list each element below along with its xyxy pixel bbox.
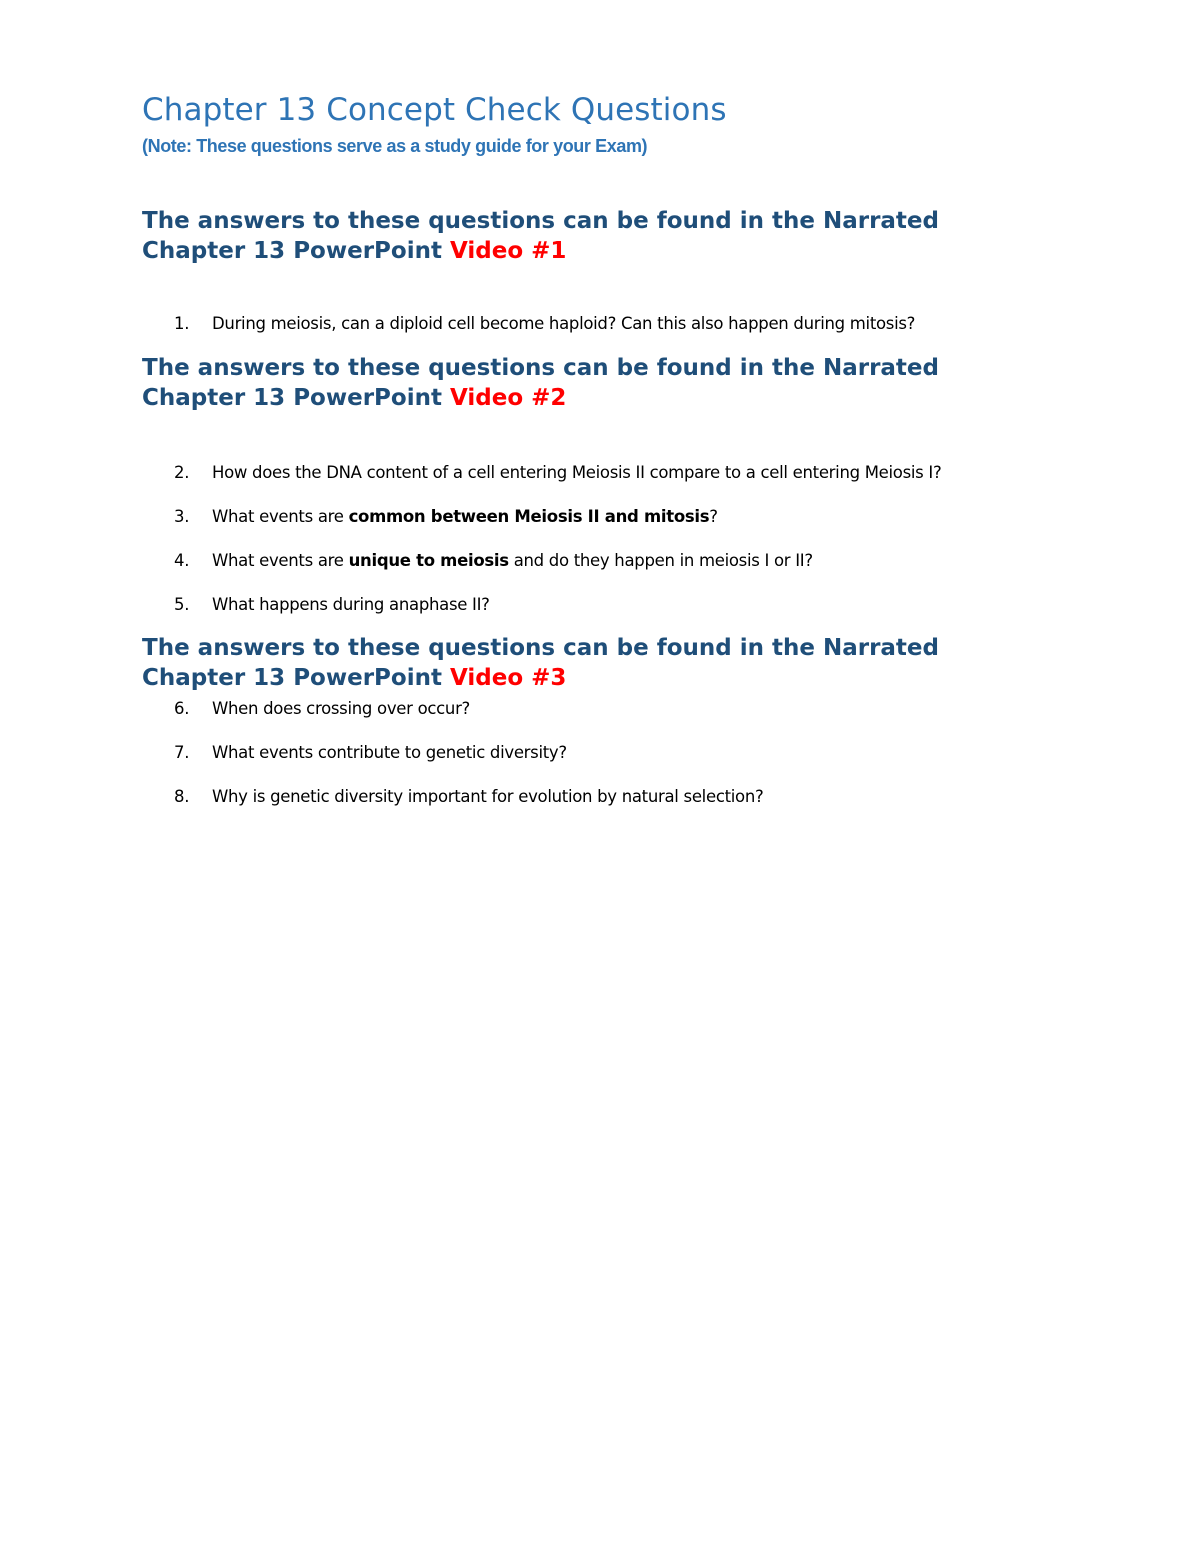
- question-text: How does the DNA content of a cell entering Meiosis II compare to a cell entering Meiosis I?: [212, 463, 942, 482]
- question-text: When does crossing over occur?: [212, 699, 471, 718]
- section-heading-line1: The answers to these questions can be found in the Narrated: [142, 635, 939, 661]
- question-item: [174, 507, 718, 526]
- question-text-post: ?: [709, 507, 718, 526]
- question-text: What events contribute to genetic diversity?: [212, 743, 567, 762]
- question-item: [174, 463, 941, 482]
- section-heading-line2: [142, 236, 939, 266]
- question-number: 5.: [174, 595, 190, 614]
- section-heading-line1: The answers to these questions can be found in the Narrated: [142, 355, 939, 381]
- question-text-emphasis: unique to meiosis: [348, 551, 509, 570]
- study-guide-note: (Note: These questions serve as a study guide for your Exam): [142, 136, 648, 156]
- question-item: [174, 595, 490, 614]
- question-text-post: and do they happen in meiosis I or II?: [513, 551, 813, 570]
- question-number: 4.: [174, 551, 190, 570]
- video-label: Video #1: [449, 238, 567, 264]
- question-text-pre: What events are: [212, 507, 344, 526]
- question-text: During meiosis, can a diploid cell become haploid? Can this also happen during mitosis?: [212, 314, 916, 333]
- question-item: [174, 314, 915, 333]
- video-label: Video #2: [449, 385, 567, 411]
- question-number: 2.: [174, 463, 190, 482]
- question-item: [174, 787, 763, 806]
- section-heading-prefix: Chapter 13 PowerPoint: [142, 665, 442, 691]
- question-item: [174, 743, 567, 762]
- section-heading-line2: [142, 383, 939, 413]
- question-item: [174, 699, 470, 718]
- section-heading-video-2: [142, 353, 939, 413]
- section-heading-prefix: Chapter 13 PowerPoint: [142, 238, 442, 264]
- question-number: 8.: [174, 787, 190, 806]
- section-heading-prefix: Chapter 13 PowerPoint: [142, 385, 442, 411]
- video-label: Video #3: [449, 665, 567, 691]
- question-item: [174, 551, 813, 570]
- question-text: Why is genetic diversity important for evolution by natural selection?: [212, 787, 764, 806]
- section-heading-line1: The answers to these questions can be found in the Narrated: [142, 208, 939, 234]
- page-title: Chapter 13 Concept Check Questions: [142, 92, 727, 128]
- section-heading-line2: [142, 663, 939, 693]
- question-text: What happens during anaphase II?: [212, 595, 490, 614]
- question-text-pre: What events are: [212, 551, 344, 570]
- question-number: 6.: [174, 699, 190, 718]
- question-text-emphasis: common between Meiosis II and mitosis: [348, 507, 710, 526]
- question-number: 1.: [174, 314, 190, 333]
- section-heading-video-3: [142, 633, 939, 693]
- question-number: 3.: [174, 507, 190, 526]
- section-heading-video-1: [142, 206, 939, 266]
- question-number: 7.: [174, 743, 190, 762]
